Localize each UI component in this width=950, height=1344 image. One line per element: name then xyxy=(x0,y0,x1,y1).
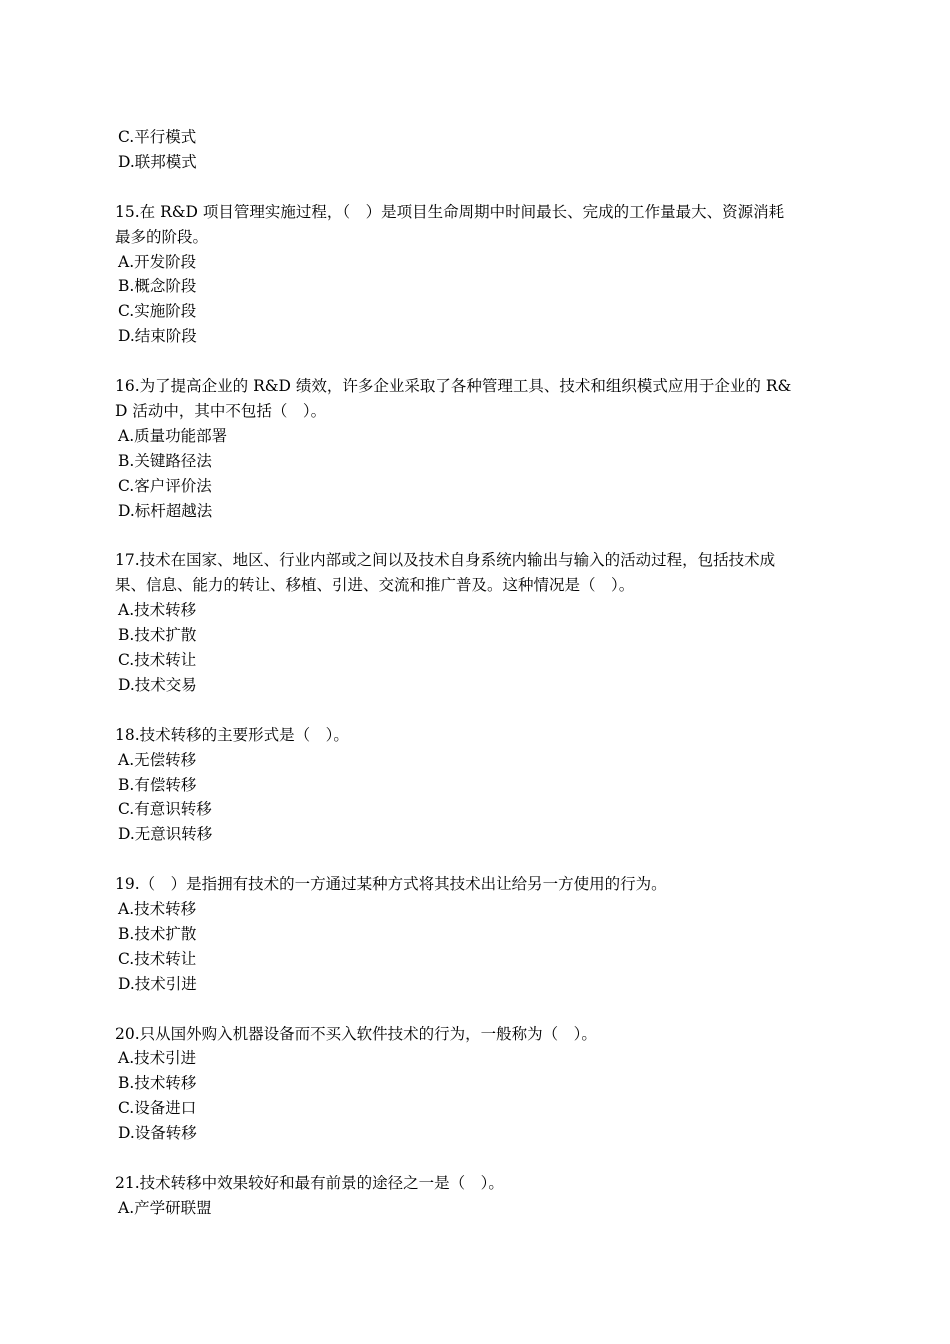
spacer xyxy=(115,847,835,872)
question-stem-line: 16.为了提高企业的 R&D 绩效，许多企业采取了各种管理工具、技术和组织模式应用于企业的 R& xyxy=(115,377,792,396)
question-16 xyxy=(115,374,835,523)
question-stem-line: 果、信息、能力的转让、移植、引进、交流和推广普及。这种情况是（ ）。 xyxy=(115,576,635,595)
option-b: B.技术转移 xyxy=(118,1074,197,1093)
question-21 xyxy=(115,1171,835,1221)
question-stem-line: 19.（ ）是指拥有技术的一方通过某种方式将其技术出让给另一方使用的行为。 xyxy=(115,875,667,894)
option-a: A.技术转移 xyxy=(118,900,197,919)
option-c: C.技术转让 xyxy=(118,650,197,669)
question-19 xyxy=(115,872,835,997)
option-d: D.标杆超越法 xyxy=(118,501,213,520)
spacer xyxy=(115,997,835,1022)
option-c: C.客户评价法 xyxy=(118,476,212,495)
option-d: D.技术交易 xyxy=(118,675,197,694)
question-stem-line: 最多的阶段。 xyxy=(115,227,209,246)
option-b: B.技术扩散 xyxy=(118,924,197,943)
question-stem-line: 17.技术在国家、地区、行业内部或之间以及技术自身系统内输出与输入的活动过程，包括技术成 xyxy=(115,551,776,570)
spacer xyxy=(115,698,835,723)
question-stem-line: 18.技术转移的主要形式是（ ）。 xyxy=(115,725,349,744)
document-page xyxy=(115,125,835,1221)
spacer xyxy=(115,1146,835,1171)
option-d: D.设备转移 xyxy=(118,1124,197,1143)
option-d: D.结束阶段 xyxy=(118,327,197,346)
option-a: A.技术引进 xyxy=(118,1049,197,1068)
question-18 xyxy=(115,723,835,848)
spacer xyxy=(115,349,835,374)
option-d: D.技术引进 xyxy=(118,974,197,993)
question-stem-line: 21.技术转移中效果较好和最有前景的途径之一是（ ）。 xyxy=(115,1173,504,1192)
question-15 xyxy=(115,200,835,349)
option-b: B.有偿转移 xyxy=(118,775,197,794)
question-stem-line: 15.在 R&D 项目管理实施过程，（ ）是项目生命周期中时间最长、完成的工作量最大、资源消耗 xyxy=(115,202,785,221)
option-c: C.平行模式 xyxy=(118,128,197,146)
option-c: C.实施阶段 xyxy=(118,302,197,321)
question-stem-line: D 活动中，其中不包括（ ）。 xyxy=(115,401,327,420)
option-c: C.有意识转移 xyxy=(118,800,212,819)
option-b: B.概念阶段 xyxy=(118,277,197,296)
spacer xyxy=(115,175,835,200)
spacer xyxy=(115,523,835,548)
option-d: D.联邦模式 xyxy=(118,152,197,171)
previous-question-options xyxy=(115,125,835,175)
option-a: A.技术转移 xyxy=(118,601,197,620)
option-b: B.技术扩散 xyxy=(118,626,197,645)
question-20 xyxy=(115,1022,835,1147)
option-b: B.关键路径法 xyxy=(118,451,212,470)
question-17 xyxy=(115,548,835,697)
option-a: A.无偿转移 xyxy=(118,750,197,769)
option-d: D.无意识转移 xyxy=(118,825,213,844)
option-a: A.质量功能部署 xyxy=(118,426,228,445)
question-stem-line: 20.只从国外购入机器设备而不买入软件技术的行为，一般称为（ ）。 xyxy=(115,1024,597,1043)
option-c: C.设备进口 xyxy=(118,1099,197,1118)
option-a: A.开发阶段 xyxy=(118,252,197,271)
option-a: A.产学研联盟 xyxy=(118,1198,212,1217)
option-c: C.技术转让 xyxy=(118,949,197,968)
